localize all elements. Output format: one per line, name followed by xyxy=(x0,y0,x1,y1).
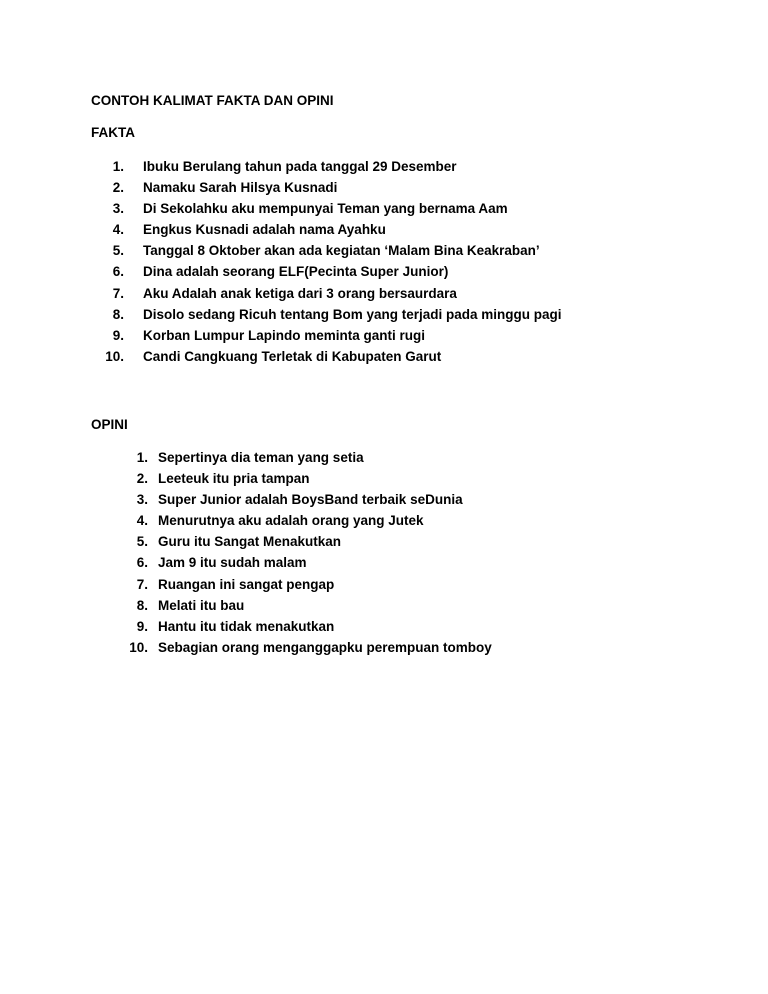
list-item-number: 8. xyxy=(112,306,124,322)
list-item xyxy=(99,177,562,198)
list-item-text: Aku Adalah anak ketiga dari 3 orang bersaurdara xyxy=(143,285,457,301)
fakta-heading: FAKTA xyxy=(91,125,135,140)
list-item-number: 7. xyxy=(136,576,148,592)
list-item xyxy=(99,198,562,219)
list-item-text: Namaku Sarah Hilsya Kusnadi xyxy=(143,180,338,196)
list-item xyxy=(124,637,492,658)
list-item xyxy=(99,219,562,240)
fakta-list xyxy=(99,156,562,367)
opini-list xyxy=(124,447,492,658)
list-item-number: 1. xyxy=(136,450,148,465)
list-item-number: 3. xyxy=(136,492,148,508)
list-item-text: Menurutnya aku adalah orang yang Jutek xyxy=(158,513,424,529)
list-item xyxy=(99,156,562,177)
list-item-number: 9. xyxy=(112,327,124,343)
opini-heading: OPINI xyxy=(91,417,128,432)
list-item xyxy=(124,531,492,552)
list-item xyxy=(124,489,492,510)
list-item-text: Disolo sedang Ricuh tentang Bom yang terjadi pada minggu pagi xyxy=(143,306,562,322)
list-item-number: 6. xyxy=(136,555,148,571)
list-item-text: Leeteuk itu pria tampan xyxy=(158,471,310,487)
list-item xyxy=(124,468,492,489)
list-item-number: 3. xyxy=(112,201,124,217)
list-item-text: Sebagian orang menganggapku perempuan tomboy xyxy=(158,639,492,655)
list-item xyxy=(124,595,492,616)
list-item xyxy=(124,616,492,637)
list-item xyxy=(99,240,562,261)
list-item-number: 2. xyxy=(136,471,148,487)
list-item-number: 8. xyxy=(136,597,148,613)
list-item-text: Dina adalah seorang ELF(Pecinta Super Junior) xyxy=(143,264,449,280)
list-item-text: Engkus Kusnadi adalah nama Ayahku xyxy=(143,222,386,238)
list-item xyxy=(99,346,562,367)
list-item-number: 4. xyxy=(136,513,148,529)
list-item-text: Korban Lumpur Lapindo meminta ganti rugi xyxy=(143,327,425,343)
list-item xyxy=(99,325,562,346)
list-item xyxy=(124,552,492,573)
list-item xyxy=(124,447,492,468)
list-item-text: Sepertinya dia teman yang setia xyxy=(158,450,364,465)
list-item-number: 6. xyxy=(112,264,124,280)
document-title: CONTOH KALIMAT FAKTA DAN OPINI xyxy=(91,93,334,108)
list-item-text: Ruangan ini sangat pengap xyxy=(158,576,335,592)
list-item-number: 10. xyxy=(129,639,148,655)
list-item-text: Hantu itu tidak menakutkan xyxy=(158,618,335,634)
list-item-number: 4. xyxy=(112,222,124,238)
list-item-text: Guru itu Sangat Menakutkan xyxy=(158,534,342,550)
list-item-number: 5. xyxy=(136,534,148,550)
list-item-text: Tanggal 8 Oktober akan ada kegiatan ‘Malam Bina Keakraban’ xyxy=(143,243,540,259)
list-item xyxy=(99,283,562,304)
list-item-number: 5. xyxy=(112,243,124,259)
list-item-number: 1. xyxy=(112,159,124,174)
list-item-text: Candi Cangkuang Terletak di Kabupaten Garut xyxy=(143,348,442,364)
list-item xyxy=(124,510,492,531)
list-item-number: 9. xyxy=(136,618,148,634)
list-item xyxy=(124,574,492,595)
list-item-text: Jam 9 itu sudah malam xyxy=(158,555,307,571)
list-item-text: Ibuku Berulang tahun pada tanggal 29 Desember xyxy=(143,159,457,174)
list-item-number: 2. xyxy=(112,180,124,196)
list-item-text: Melati itu bau xyxy=(158,597,245,613)
list-item-text: Di Sekolahku aku mempunyai Teman yang bernama Aam xyxy=(143,201,508,217)
list-item-number: 7. xyxy=(112,285,124,301)
list-item xyxy=(99,261,562,282)
list-item-text: Super Junior adalah BoysBand terbaik seDunia xyxy=(158,492,463,508)
list-item-number: 10. xyxy=(105,348,124,364)
list-item xyxy=(99,304,562,325)
